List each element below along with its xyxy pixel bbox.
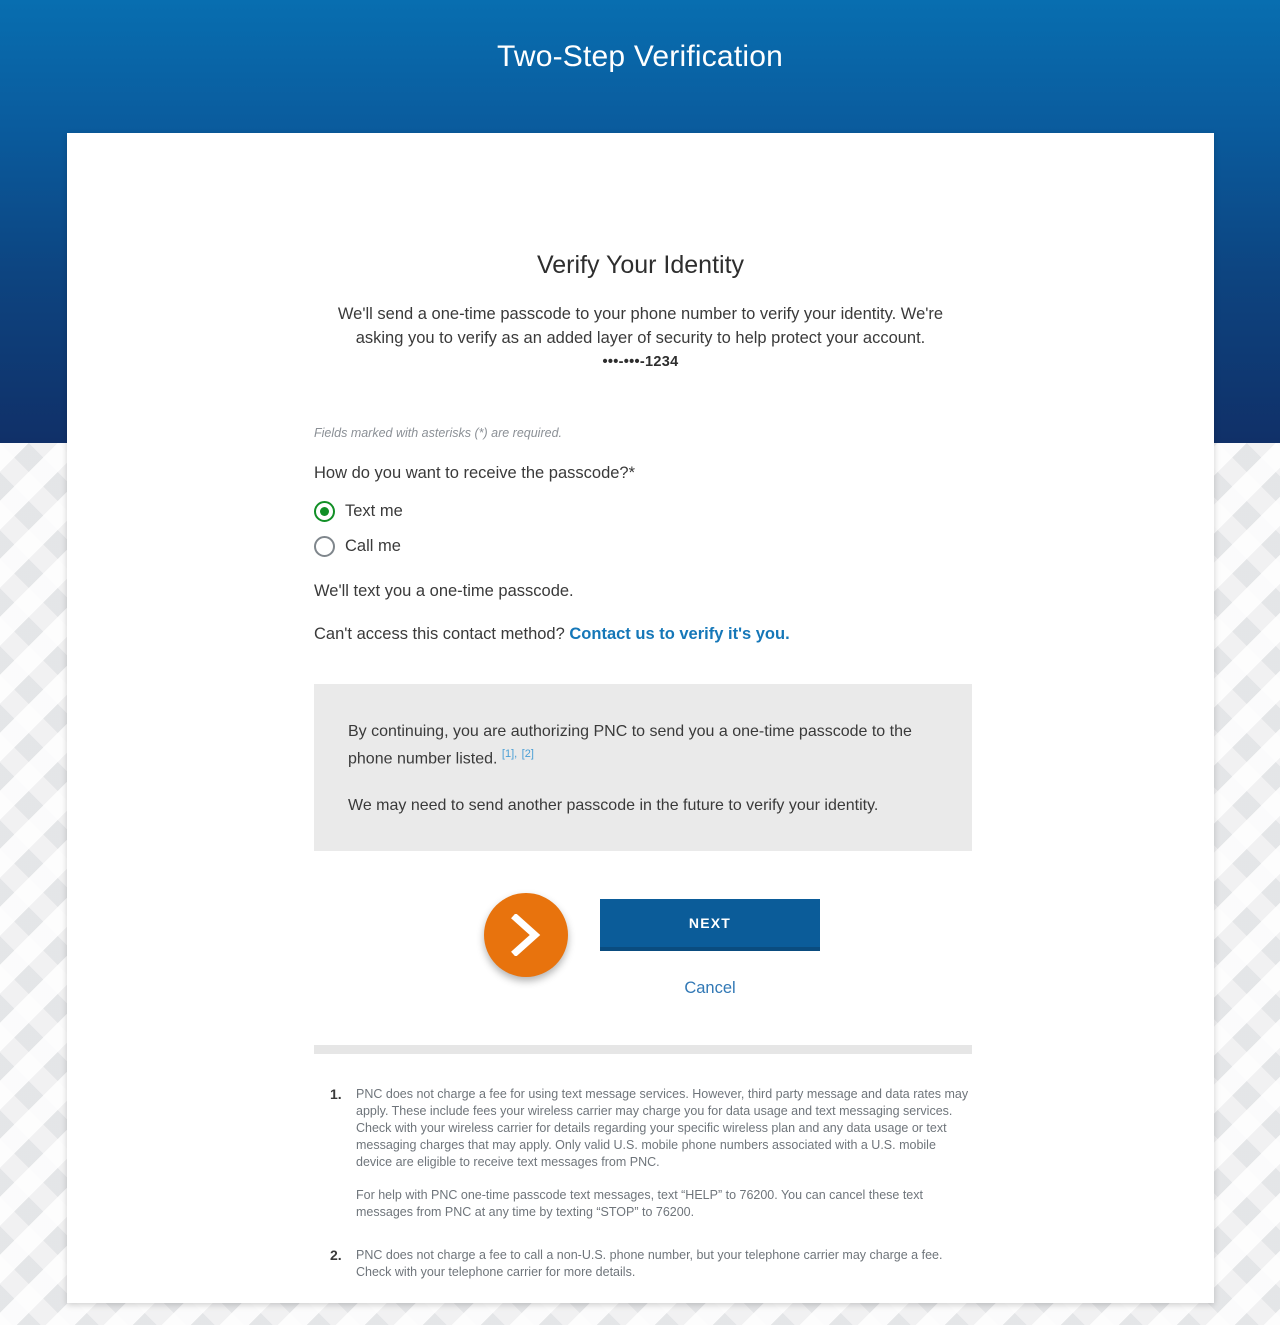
footnote-2-paragraph-1: PNC does not charge a fee to call a non-U.S. phone number, but your telephone carrier may charge a fee. Check with your telephone carrier for more details. [356, 1248, 943, 1280]
footnotes-list [314, 1086, 972, 1281]
radio-option-text-me-label: Text me [345, 502, 403, 520]
footnote-ref-separator: , [514, 748, 518, 760]
form-area [314, 426, 974, 1281]
authorization-disclosure-box [314, 684, 972, 851]
section-divider [314, 1045, 972, 1054]
radio-option-text-me[interactable] [314, 501, 974, 522]
passcode-delivery-question: How do you want to receive the passcode?* [314, 464, 636, 482]
content-card-inner [67, 133, 1214, 1307]
radio-option-call-me-label: Call me [345, 537, 401, 555]
footnote-body-2 [356, 1247, 972, 1281]
disclosure-paragraph-1-text: By continuing, you are authorizing PNC to send you a one-time passcode to the phone number listed. [348, 723, 912, 768]
page-title: Verify Your Identity [536, 251, 745, 279]
footnote-body-1 [356, 1086, 972, 1221]
disclosure-paragraph-1 [348, 720, 938, 770]
footnote-number-2: 2. [330, 1247, 342, 1264]
required-fields-note: Fields marked with asterisks (*) are required. [314, 426, 562, 440]
contact-fallback-line [314, 625, 974, 644]
footnote-ref-2-link[interactable]: [2] [521, 748, 534, 760]
radio-button-unselected-icon[interactable] [314, 536, 335, 557]
content-card [67, 133, 1214, 1303]
delivery-method-note: We'll text you a one-time passcode. [314, 582, 574, 600]
masked-phone-number: •••-•••-1234 [602, 354, 679, 370]
footnote-1-paragraph-1: PNC does not charge a fee for using text message services. However, third party message and data rates may apply. These include fees your wireless carrier may charge you for data usage and text messaging services. Check with your wireless carrier for details regarding your specific wireless plan and any data usage or text messaging charges that may apply. Only valid U.S. mobile phone numbers associated with a U.S. mobile device are eligible to receive text messages from PNC. [356, 1087, 969, 1170]
footnote-number-1: 1. [330, 1086, 342, 1103]
action-area [314, 887, 974, 998]
chevron-right-icon[interactable] [484, 893, 568, 977]
footnote-ref-1-link[interactable]: [1] [501, 748, 515, 760]
footnote-item-2 [314, 1247, 972, 1281]
radio-option-call-me[interactable] [314, 536, 974, 557]
footnote-item-1 [314, 1086, 972, 1221]
next-button[interactable]: NEXT [600, 899, 820, 951]
radio-button-selected-icon[interactable] [314, 501, 335, 522]
contact-us-link[interactable]: Contact us to verify it's you. [569, 625, 790, 643]
disclosure-paragraph-2: We may need to send another passcode in the future to verify your identity. [348, 797, 879, 815]
banner-title: Two-Step Verification [496, 40, 783, 73]
intro-text: We'll send a one-time passcode to your phone number to verify your identity. We're asking you to verify as an added layer of security to help protect your account. [337, 305, 944, 347]
contact-fallback-prefix: Can't access this contact method? [314, 625, 565, 643]
footnote-1-paragraph-2: For help with PNC one-time passcode text messages, text “HELP” to 76200. You can cancel these text messages from PNC at any time by texting “STOP” to 76200. [356, 1188, 923, 1220]
cancel-link[interactable]: Cancel [684, 979, 736, 998]
